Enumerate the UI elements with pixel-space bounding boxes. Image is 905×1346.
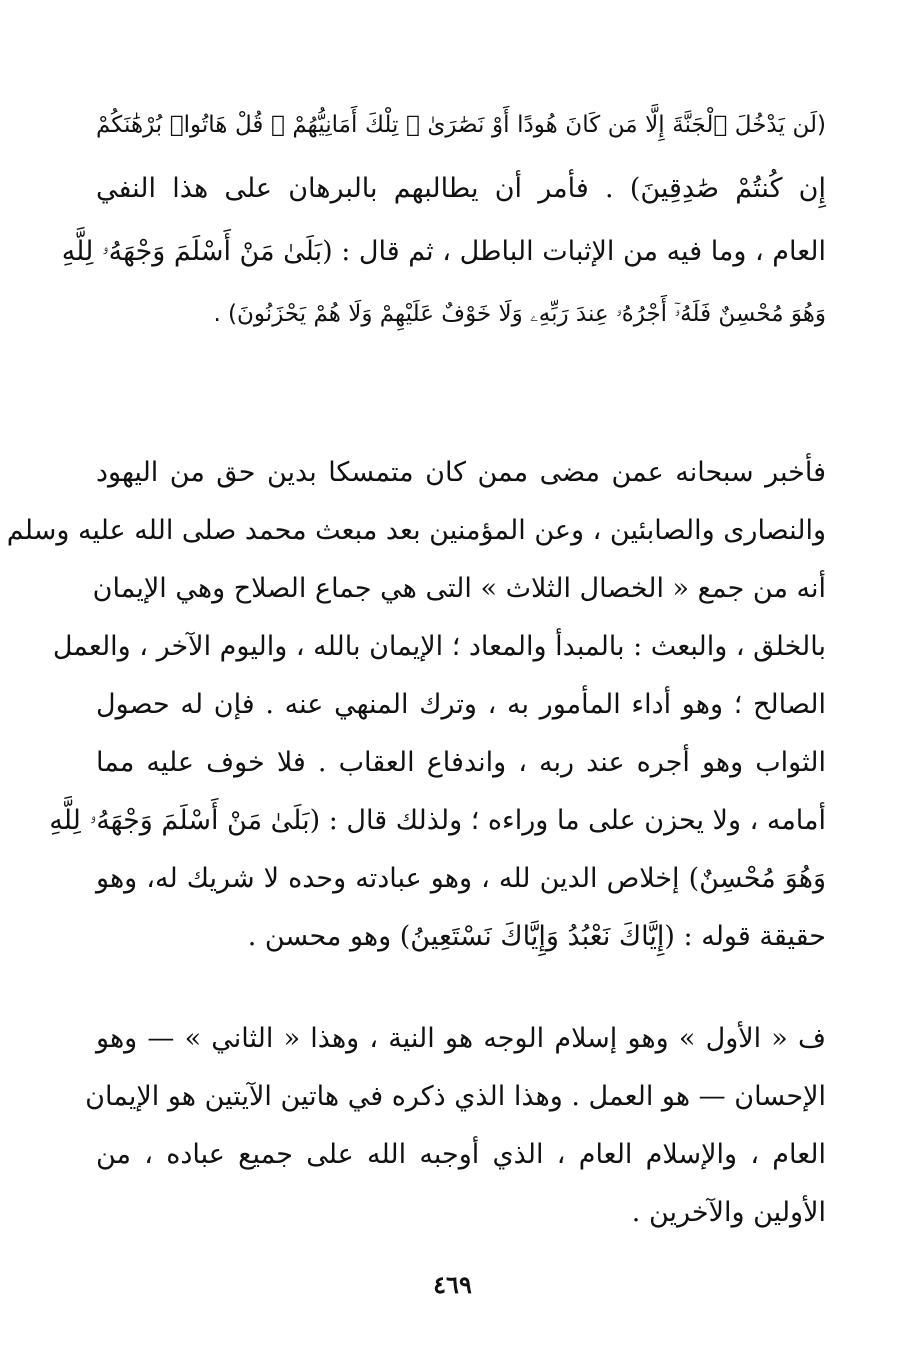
text-line: ف « الأول » وهو إسلام الوجه هو النية ، وهذا « الثاني » — وهو <box>96 1023 826 1054</box>
text-line: إِن كُنتُمْ صَٰدِقِينَ) . فأمر أن يطالبهم بالبرهان على هذا النفي <box>96 173 826 204</box>
text-line: أمامه ، ولا يحزن على ما وراءه ؛ ولذلك قال : (بَلَىٰ مَنْ أَسْلَمَ وَجْهَهُۥ لِلَّهِ <box>49 805 826 836</box>
text-line: الصالح ؛ وهو أداء المأمور به ، وترك المنهي عنه . فإن له حصول <box>96 689 826 720</box>
text-line: العام ، والإسلام العام ، الذي أوجبه الله على جميع عباده ، من <box>96 1139 826 1170</box>
text-line: أنه من جمع « الخصال الثلاث » التى هي جماع الصلاح وهي الإيمان <box>92 573 826 604</box>
text-line: والنصارى والصابئين ، وعن المؤمنين بعد مبعث محمد صلى الله عليه وسلم <box>6 515 826 546</box>
text-line: بالخلق ، والبعث : بالمبدأ والمعاد ؛ الإيمان بالله ، واليوم الآخر ، والعمل <box>52 631 826 662</box>
text-line: الثواب وهو أجره عند ربه ، واندفاع العقاب . فلا خوف عليه مما <box>96 747 826 778</box>
text-line: وَهُوَ مُحْسِنٌ فَلَهُۥٓ أَجْرُهُۥ عِندَ رَبِّهِۦ وَلَا خَوْفٌ عَلَيْهِمْ وَلَا هُمْ يَحْزَنُونَ) . <box>213 301 826 327</box>
middle-paragraph <box>6 444 826 966</box>
top-paragraph <box>61 94 826 346</box>
text-line: العام ، وما فيه من الإثبات الباطل ، ثم قال : (بَلَىٰ مَنْ أَسْلَمَ وَجْهَهُۥ لِلَّهِ <box>61 236 826 267</box>
text-line: الأولين والآخرين . <box>631 1197 826 1228</box>
text-line: (لَن يَدْخُلَ ٱلْجَنَّةَ إِلَّا مَن كَانَ هُودًا أَوْ نَصَٰرَىٰ ۗ تِلْكَ أَمَانِيُّهُمْ ۗ قُلْ هَاتُوا۟ بُرْهَٰنَكُمْ <box>96 112 826 138</box>
text-line: حقيقة قوله : (إِيَّاكَ نَعْبُدُ وَإِيَّاكَ نَسْتَعِينُ) وهو محسن . <box>247 921 826 952</box>
bottom-paragraph <box>85 1010 826 1242</box>
page-number: ٤٦٩ <box>433 1270 472 1299</box>
text-line: الإحسان — هو العمل . وهذا الذي ذكره في هاتين الآيتين هو الإيمان <box>85 1081 826 1112</box>
text-line: فأخبر سبحانه عمن مضى ممن كان متمسكا بدين حق من اليهود <box>96 457 826 488</box>
text-line: وَهُوَ مُحْسِنٌ) إخلاص الدين لله ، وهو عبادته وحده لا شريك له، وهو <box>96 863 826 894</box>
